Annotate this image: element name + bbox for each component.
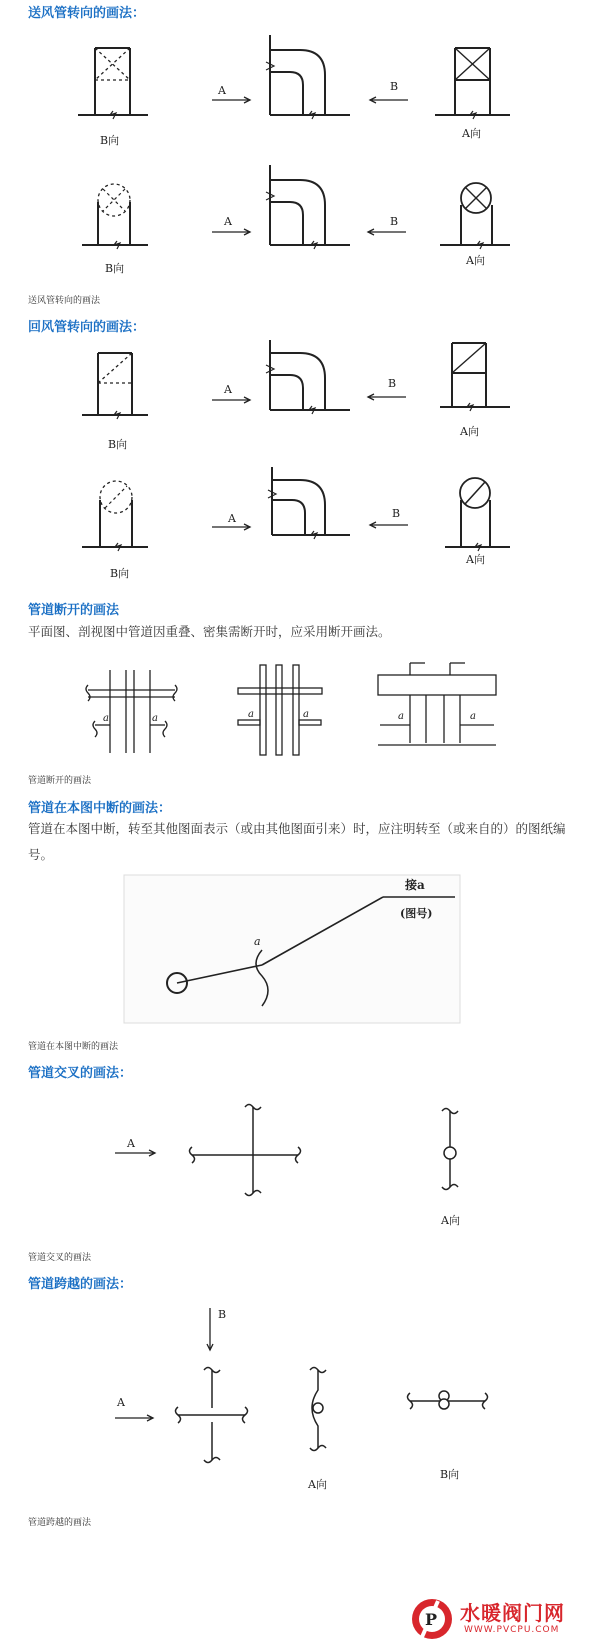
label-a-small: a <box>398 711 404 722</box>
label-a-arrow: A <box>224 215 232 228</box>
section-heading-pipe-break: 管道断开的画法 <box>28 603 120 618</box>
section-heading-return-duct: 回风管转向的画法： <box>28 320 146 335</box>
label-b-view: B向 <box>440 1468 460 1481</box>
label-drawing-number: (图号) <box>400 907 433 920</box>
supply-a-view-round <box>440 183 510 249</box>
supply-a-view-rect <box>435 48 510 119</box>
label-b-arrow: B <box>218 1308 227 1321</box>
return-b-view-round <box>82 481 148 551</box>
label-a-arrow: A <box>127 1137 135 1150</box>
section-heading-pipe-interrupt: 管道在本图中断的画法： <box>28 801 172 816</box>
return-elbow-2 <box>212 467 408 539</box>
label-b-arrow: B <box>392 507 401 520</box>
return-duct-diagram <box>0 335 600 595</box>
label-a-view: A向 <box>466 254 485 267</box>
caption-supply-duct: 送风管转向的画法 <box>28 296 101 306</box>
return-elbow-1 <box>212 340 406 414</box>
label-a-arrow: A <box>224 383 232 396</box>
label-a-view: A向 <box>462 127 481 140</box>
logo-letter: P <box>425 1610 438 1629</box>
caption-pipe-over: 管道跨越的画法 <box>28 1518 92 1528</box>
label-b-view: B向 <box>108 438 128 451</box>
supply-elbow-2 <box>212 165 406 249</box>
supply-elbow-1 <box>212 35 408 119</box>
label-b-view: B向 <box>100 134 120 147</box>
label-a-small: a <box>103 713 109 724</box>
pipe-cross-diagram <box>0 1095 600 1255</box>
label-b-arrow: B <box>388 377 397 390</box>
label-a-small: a <box>248 709 254 720</box>
label-a-arrow: A <box>117 1396 125 1409</box>
watermark-title: 水暖阀门网 <box>460 1601 565 1625</box>
pipe-interrupt-diagram <box>0 870 600 1030</box>
supply-b-view-round <box>82 184 148 249</box>
pipe-break-right <box>378 663 496 745</box>
caption-pipe-cross: 管道交叉的画法 <box>28 1253 92 1263</box>
paragraph-pipe-interrupt: 管道在本图中断，转至其他图面表示（或由其他图面引来）时，应注明转至（或来自的）的图纸编号。 <box>28 821 566 862</box>
section-heading-pipe-over: 管道跨越的画法： <box>28 1277 133 1292</box>
label-a-arrow: A <box>218 84 226 97</box>
label-a-small: a <box>152 713 158 724</box>
return-a-view-round <box>445 478 510 551</box>
paragraph-pipe-break: 平面图、剖视图中管道因重叠、密集需断开时，应采用断开画法。 <box>28 624 391 639</box>
supply-b-view-rect <box>78 48 148 119</box>
label-a-small: a <box>470 711 476 722</box>
label-b-arrow: B <box>390 80 399 93</box>
label-b-view: B向 <box>105 262 125 275</box>
label-a-view: A向 <box>441 1214 460 1227</box>
section-heading-supply-duct: 送风管转向的画法： <box>28 6 146 21</box>
watermark-logo <box>408 1595 598 1645</box>
label-a-view: A向 <box>466 553 485 566</box>
caption-pipe-interrupt: 管道在本图中断的画法 <box>28 1042 119 1052</box>
return-a-view-rect <box>440 343 510 411</box>
pipe-break-left <box>86 670 177 753</box>
label-b-view: B向 <box>110 567 130 580</box>
label-connect-a: 接a <box>405 878 425 892</box>
caption-pipe-break: 管道断开的画法 <box>28 776 92 786</box>
label-b-arrow: B <box>390 215 399 228</box>
watermark-url: WWW.PVCPU.COM <box>464 1625 560 1635</box>
return-b-view-rect <box>82 353 148 419</box>
section-heading-pipe-cross: 管道交叉的画法： <box>28 1066 133 1081</box>
label-a-view: A向 <box>460 425 479 438</box>
pipe-break-diagram <box>0 655 600 765</box>
label-a-arrow: A <box>228 512 236 525</box>
pv-logo-icon <box>408 1595 458 1645</box>
pipe-over-diagram <box>0 1300 600 1480</box>
label-a-small: a <box>254 935 261 948</box>
label-a-small: a <box>303 709 309 720</box>
label-a-view: A向 <box>308 1478 327 1491</box>
supply-duct-diagram <box>0 20 600 310</box>
